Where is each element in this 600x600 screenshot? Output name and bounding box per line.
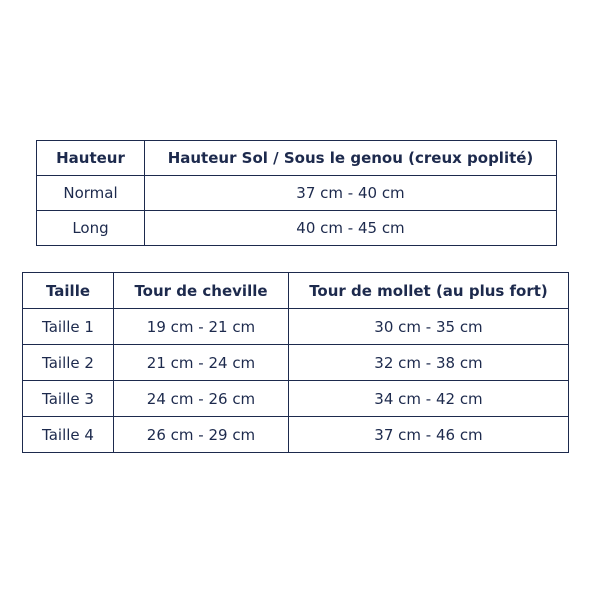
table-cell: 34 cm - 42 cm: [289, 381, 569, 417]
table-row: [23, 309, 569, 345]
table-cell: Taille 2: [23, 345, 114, 381]
table-cell: 30 cm - 35 cm: [289, 309, 569, 345]
table-cell: 37 cm - 46 cm: [289, 417, 569, 453]
table-cell: Taille 3: [23, 381, 114, 417]
size-table: [22, 272, 569, 453]
header-cell-hauteur-sol: Hauteur Sol / Sous le genou (creux poplité): [145, 141, 557, 176]
table-header-row: [37, 141, 557, 176]
header-cell-tour-de-cheville: Tour de cheville: [114, 273, 289, 309]
table-cell: Taille 4: [23, 417, 114, 453]
table-row: [37, 211, 557, 246]
table-row: [23, 381, 569, 417]
table-cell: 40 cm - 45 cm: [145, 211, 557, 246]
table-row: [23, 345, 569, 381]
table-cell: 21 cm - 24 cm: [114, 345, 289, 381]
table-cell: 24 cm - 26 cm: [114, 381, 289, 417]
table-cell: 32 cm - 38 cm: [289, 345, 569, 381]
table-cell: 26 cm - 29 cm: [114, 417, 289, 453]
header-cell-tour-de-mollet: Tour de mollet (au plus fort): [289, 273, 569, 309]
table-cell: Normal: [37, 176, 145, 211]
table-row: [37, 176, 557, 211]
height-table: [36, 140, 557, 246]
header-cell-hauteur: Hauteur: [37, 141, 145, 176]
table-header-row: [23, 273, 569, 309]
table-row: [23, 417, 569, 453]
table-cell: Long: [37, 211, 145, 246]
table-cell: 37 cm - 40 cm: [145, 176, 557, 211]
table-cell: Taille 1: [23, 309, 114, 345]
table-cell: 19 cm - 21 cm: [114, 309, 289, 345]
header-cell-taille: Taille: [23, 273, 114, 309]
